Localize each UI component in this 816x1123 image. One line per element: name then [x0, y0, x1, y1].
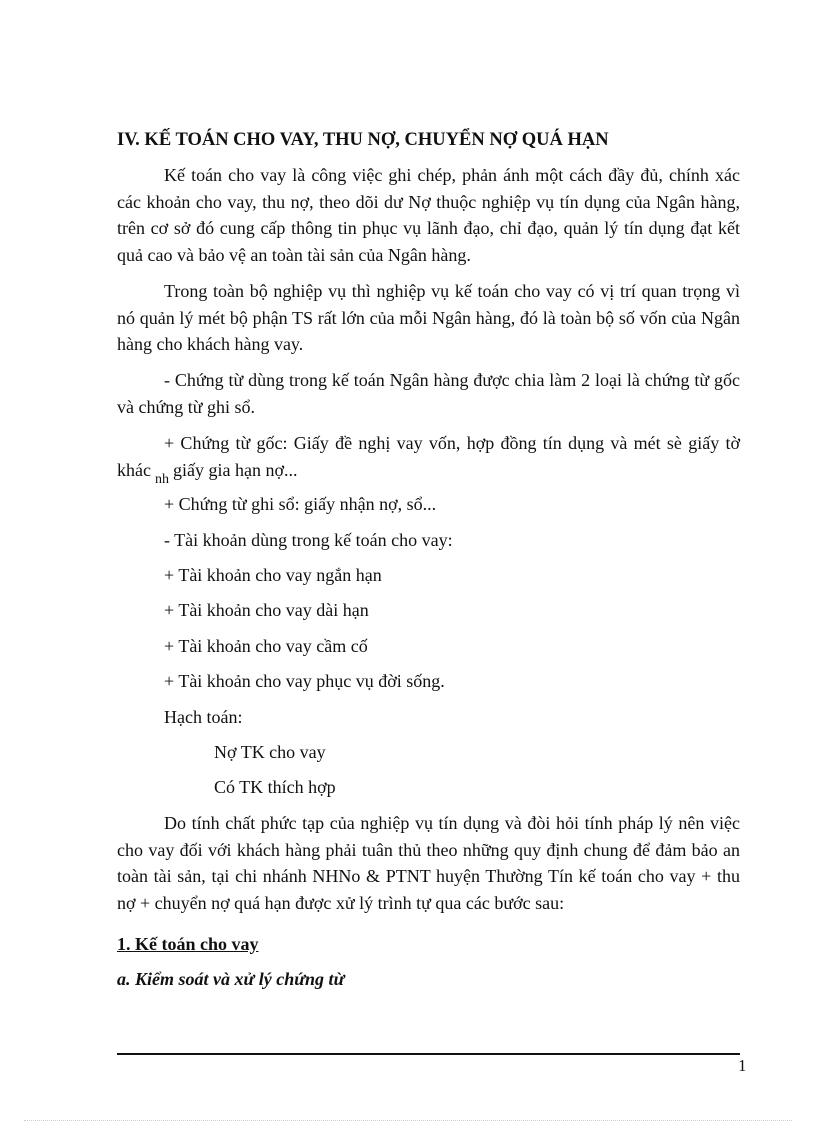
paragraph-text: Trong toàn bộ nghiệp vụ thì nghiệp vụ kế toán cho vay có vị trí quan trọng vì nó quản lý mét bộ phận TS rất lớn của mỗi Ngân hàng, đó là toàn bộ số vốn của Ngân hàng cho khách hàng vay.	[117, 281, 740, 354]
section-heading: IV. KẾ TOÁN CHO VAY, THU NỢ, CHUYỂN NỢ QUÁ HẠN	[117, 130, 609, 150]
paragraph-do-tinh-chat	[117, 810, 740, 916]
paragraph-text-end: giấy gia hạn nợ...	[172, 459, 298, 480]
page-edge	[24, 1120, 792, 1121]
subsection-subheading: a. Kiểm soát và xử lý chứng từ	[117, 969, 345, 989]
page-number: 1	[738, 1056, 747, 1075]
line-no-tk: Nợ TK cho vay	[214, 742, 326, 762]
footer-rule	[117, 1053, 740, 1055]
subsection-heading: 1. Kế toán cho vay	[117, 934, 259, 954]
paragraph-text: - Chứng từ dùng trong kế toán Ngân hàng được chia làm 2 loại là chứng từ gốc và chứng từ ghi sổ.	[117, 370, 740, 417]
line-chung-tu-ghi-so: + Chứng từ ghi sổ: giấy nhận nợ, sổ...	[164, 494, 437, 514]
line-tk-cam-co: + Tài khoản cho vay cầm cố	[164, 636, 368, 656]
line-hach-toan: Hạch toán:	[164, 707, 243, 727]
paragraph-ke-toan-cho-vay	[117, 162, 740, 268]
paragraph-text: Kế toán cho vay là công việc ghi chép, phản ánh một cách đầy đủ, chính xác các khoản cho vay, thu nợ, theo dõi dư Nợ thuộc nghiệp vụ tín dụng của Ngân hàng, trên cơ sở đó cung cấp thông tin phục vụ lãnh đạo, chỉ đạo, quản lý tín dụng đạt kết quả cao và bảo vệ an toàn tài sản của Ngân hàng.	[117, 165, 740, 265]
line-tk-dai-han: + Tài khoản cho vay dài hạn	[164, 600, 369, 620]
paragraph-text: + Chứng từ gốc: Giấy đề nghị vay vốn, hợp đồng tín dụng và mét sè giấy tờ khác	[117, 433, 740, 480]
line-tk-doi-song: + Tài khoản cho vay phục vụ đời sống.	[164, 671, 445, 691]
paragraph-text: Do tính chất phức tạp của nghiệp vụ tín dụng và đòi hỏi tính pháp lý nên việc cho vay đối với khách hàng phải tuân thủ theo những quy định chung để đảm bảo an toàn tài sản, tại chi nhánh NHNo & PTNT huyện Thường Tín kế toán cho vay + thu nợ + chuyển nợ quá hạn được xử lý trình tự qua các bước sau:	[117, 813, 740, 913]
subscript-fragment: nh	[154, 471, 169, 487]
line-co-tk: Có TK thích hợp	[214, 777, 336, 797]
paragraph-toan-bo-nghiep-vu	[117, 278, 740, 358]
line-tk-ngan-han: + Tài khoản cho vay ngắn hạn	[164, 565, 382, 585]
line-tai-khoan-dung: - Tài khoản dùng trong kế toán cho vay:	[164, 530, 453, 550]
paragraph-chung-tu-goc	[117, 430, 740, 486]
paragraph-chung-tu	[117, 367, 740, 420]
